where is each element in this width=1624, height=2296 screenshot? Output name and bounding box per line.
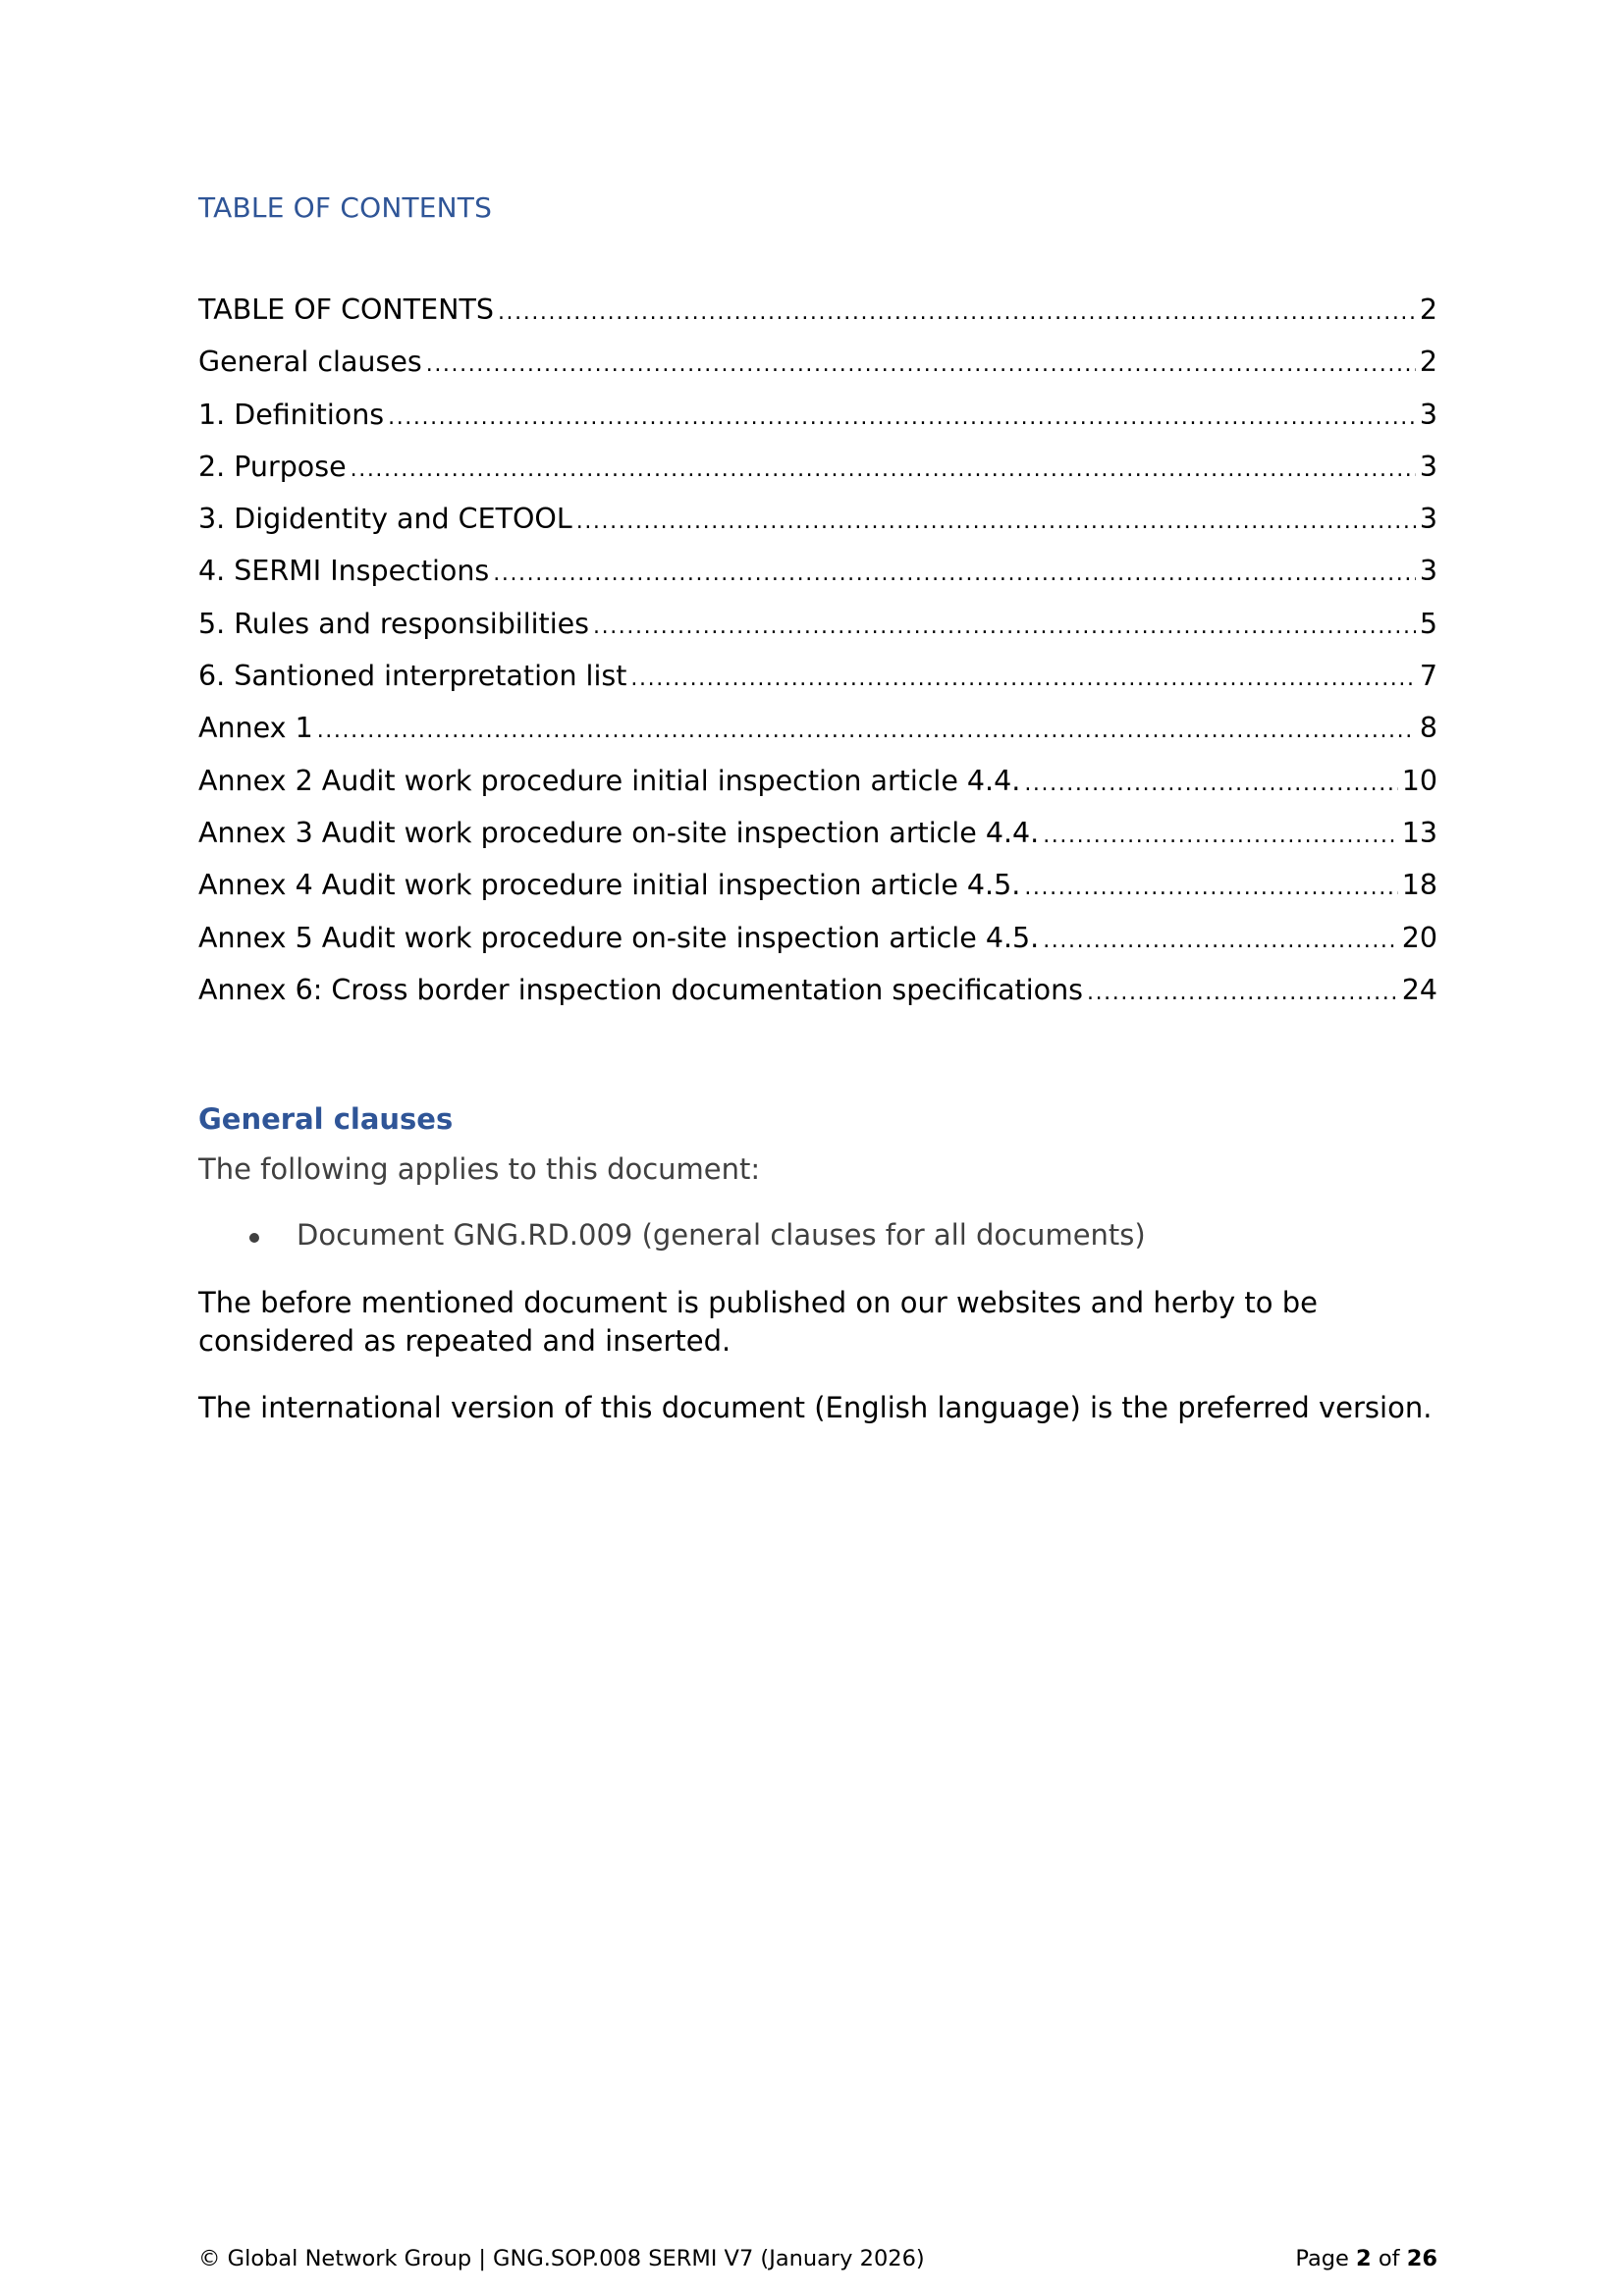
toc-entry-page: 2 xyxy=(1419,346,1437,379)
toc-entry-title: Annex 2 Audit work procedure initial inspection article 4.4. xyxy=(198,764,1021,797)
toc-entry-page: 20 xyxy=(1401,921,1437,954)
toc-leader-dots xyxy=(498,302,1416,324)
toc-entry-title: Annex 5 Audit work procedure on-site inspection article 4.5. xyxy=(198,921,1040,954)
toc-leader-dots xyxy=(493,563,1416,585)
toc-entry-page: 3 xyxy=(1419,555,1437,588)
toc-leader-dots xyxy=(426,354,1416,376)
toc-entry-page: 8 xyxy=(1419,712,1437,745)
toc-list xyxy=(198,296,1437,1029)
toc-entry-page: 3 xyxy=(1419,503,1437,536)
toc-leader-dots xyxy=(388,407,1416,429)
toc-entry-annex-3[interactable] xyxy=(198,816,1437,872)
toc-entry-page: 18 xyxy=(1401,869,1437,902)
toc-entry-title: Annex 3 Audit work procedure on-site inspection article 4.4. xyxy=(198,816,1040,849)
toc-entry-page: 10 xyxy=(1401,764,1437,797)
bullet-list xyxy=(198,1218,1426,1252)
toc-entry-annex-5[interactable] xyxy=(198,921,1437,977)
bullet-icon xyxy=(249,1233,259,1243)
toc-entry-title: Annex 1 xyxy=(198,712,313,745)
toc-entry-purpose[interactable] xyxy=(198,450,1437,506)
toc-entry-page: 7 xyxy=(1419,660,1437,693)
footer-page-of: of xyxy=(1378,2246,1400,2271)
toc-entry-title: TABLE OF CONTENTS xyxy=(198,294,494,326)
toc-entry-definitions[interactable] xyxy=(198,398,1437,454)
footer-page-number xyxy=(1295,2248,1437,2270)
toc-entry-title: Annex 6: Cross border inspection documentation specifications xyxy=(198,973,1083,1006)
footer-copyright: © Global Network Group | GNG.SOP.008 SERMI V7 (January 2026) xyxy=(198,2246,925,2271)
toc-leader-dots xyxy=(1087,983,1398,1004)
toc-entry-annex-6[interactable] xyxy=(198,973,1437,1029)
footer-page-total: 26 xyxy=(1406,2246,1437,2271)
general-clauses-intro: The following applies to this document: xyxy=(198,1152,761,1186)
toc-entry-title: 1. Definitions xyxy=(198,398,385,431)
general-clauses-heading: General clauses xyxy=(198,1102,454,1136)
footer-page-current: 2 xyxy=(1356,2246,1372,2271)
toc-entry-annex-2[interactable] xyxy=(198,764,1437,820)
toc-entry-annex-1[interactable] xyxy=(198,712,1437,767)
toc-entry-sermi-inspections[interactable] xyxy=(198,555,1437,610)
footer-page-label: Page xyxy=(1295,2246,1349,2271)
toc-entry-page: 3 xyxy=(1419,450,1437,483)
toc-entry-annex-4[interactable] xyxy=(198,869,1437,924)
toc-leader-dots xyxy=(351,459,1416,481)
toc-entry-digidentity-cetool[interactable] xyxy=(198,503,1437,558)
toc-leader-dots xyxy=(1024,774,1397,795)
toc-entry-title: 6. Santioned interpretation list xyxy=(198,660,627,693)
toc-entry-page: 2 xyxy=(1419,294,1437,326)
toc-leader-dots xyxy=(1043,826,1398,847)
toc-leader-dots xyxy=(1024,878,1397,899)
toc-entry-title: General clauses xyxy=(198,346,422,379)
toc-leader-dots xyxy=(576,511,1416,533)
toc-leader-dots xyxy=(1043,931,1398,952)
toc-entry-title: 4. SERMI Inspections xyxy=(198,555,490,588)
toc-entry-page: 24 xyxy=(1401,973,1437,1006)
list-item xyxy=(198,1218,1426,1252)
toc-entry-rules-responsibilities[interactable] xyxy=(198,607,1437,663)
paragraph-preferred-version: The international version of this document (English language) is the preferred version. xyxy=(198,1391,1433,1424)
toc-entry-table-of-contents[interactable] xyxy=(198,296,1437,348)
list-item-text: Document GNG.RD.009 (general clauses for all documents) xyxy=(297,1218,1146,1252)
toc-entry-title: 5. Rules and responsibilities xyxy=(198,607,590,640)
toc-entry-interpretation-list[interactable] xyxy=(198,660,1437,715)
page-footer xyxy=(198,2248,1437,2270)
toc-entry-title: Annex 4 Audit work procedure initial inspection article 4.5. xyxy=(198,869,1021,902)
toc-leader-dots xyxy=(593,616,1416,638)
toc-leader-dots xyxy=(630,668,1415,690)
toc-entry-page: 3 xyxy=(1419,398,1437,431)
toc-entry-page: 5 xyxy=(1419,607,1437,640)
toc-entry-title: 2. Purpose xyxy=(198,450,347,483)
toc-entry-page: 13 xyxy=(1401,816,1437,849)
toc-entry-title: 3. Digidentity and CETOOL xyxy=(198,503,572,536)
paragraph-published-notice: The before mentioned document is published on our websites and herby to be considered as repeated and inserted. xyxy=(198,1286,1318,1358)
toc-entry-general-clauses[interactable] xyxy=(198,348,1437,400)
toc-heading: TABLE OF CONTENTS xyxy=(198,191,493,224)
toc-leader-dots xyxy=(317,721,1416,742)
